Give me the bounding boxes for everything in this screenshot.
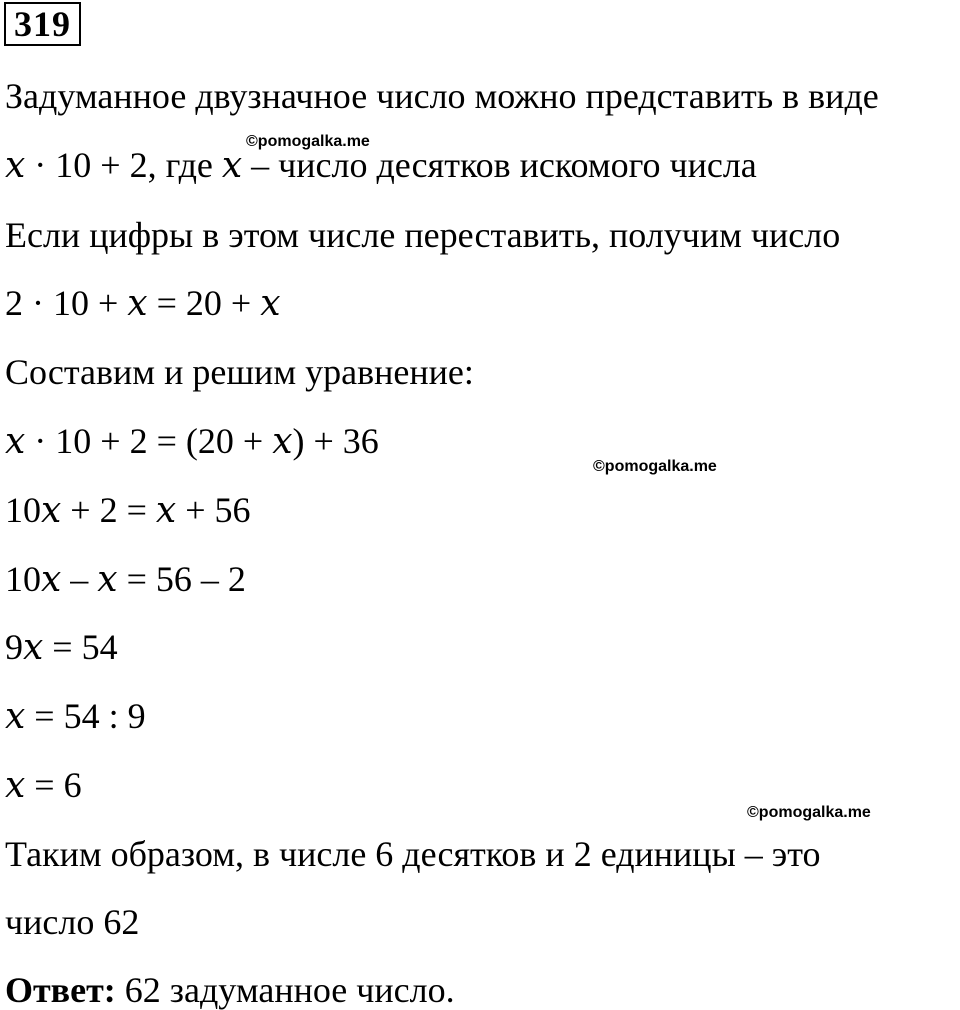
watermark: ©pomogalka.me (747, 804, 871, 821)
answer-line (5, 972, 455, 1008)
equation-line-4: 9𝑥 = 54 (5, 627, 118, 667)
equation-line-2: 10𝑥 + 2 = 𝑥 + 56 (5, 490, 251, 530)
answer-label: Ответ: (5, 970, 116, 1010)
problem-number: 319 (4, 2, 81, 46)
conclusion-line-1: Таким образом, в числе 6 десятков и 2 единицы – это (5, 834, 821, 874)
conclusion-line-2: число 62 (5, 902, 140, 942)
solution-line-3: Если цифры в этом числе переставить, получим число (5, 215, 841, 255)
equation-line-1: 𝑥 · 10 + 2 = (20 + 𝑥) + 36 (5, 421, 379, 461)
solution-line-4: 2 · 10 + 𝑥 = 20 + 𝑥 (5, 283, 281, 323)
equation-line-5: 𝑥 = 54 : 9 (5, 696, 146, 736)
solution-line-1: Задуманное двузначное число можно представить в виде (5, 76, 879, 116)
equation-line-3: 10𝑥 – 𝑥 = 56 – 2 (5, 559, 246, 599)
solution-line-5: Составим и решим уравнение: (5, 352, 474, 392)
watermark: ©pomogalka.me (246, 133, 370, 150)
watermark: ©pomogalka.me (593, 458, 717, 475)
answer-text: 62 задуманное число. (115, 970, 455, 1010)
solution-line-2: 𝑥 · 10 + 2, где 𝑥 – число десятков искомого числа (5, 145, 757, 185)
equation-line-6: 𝑥 = 6 (5, 765, 82, 805)
